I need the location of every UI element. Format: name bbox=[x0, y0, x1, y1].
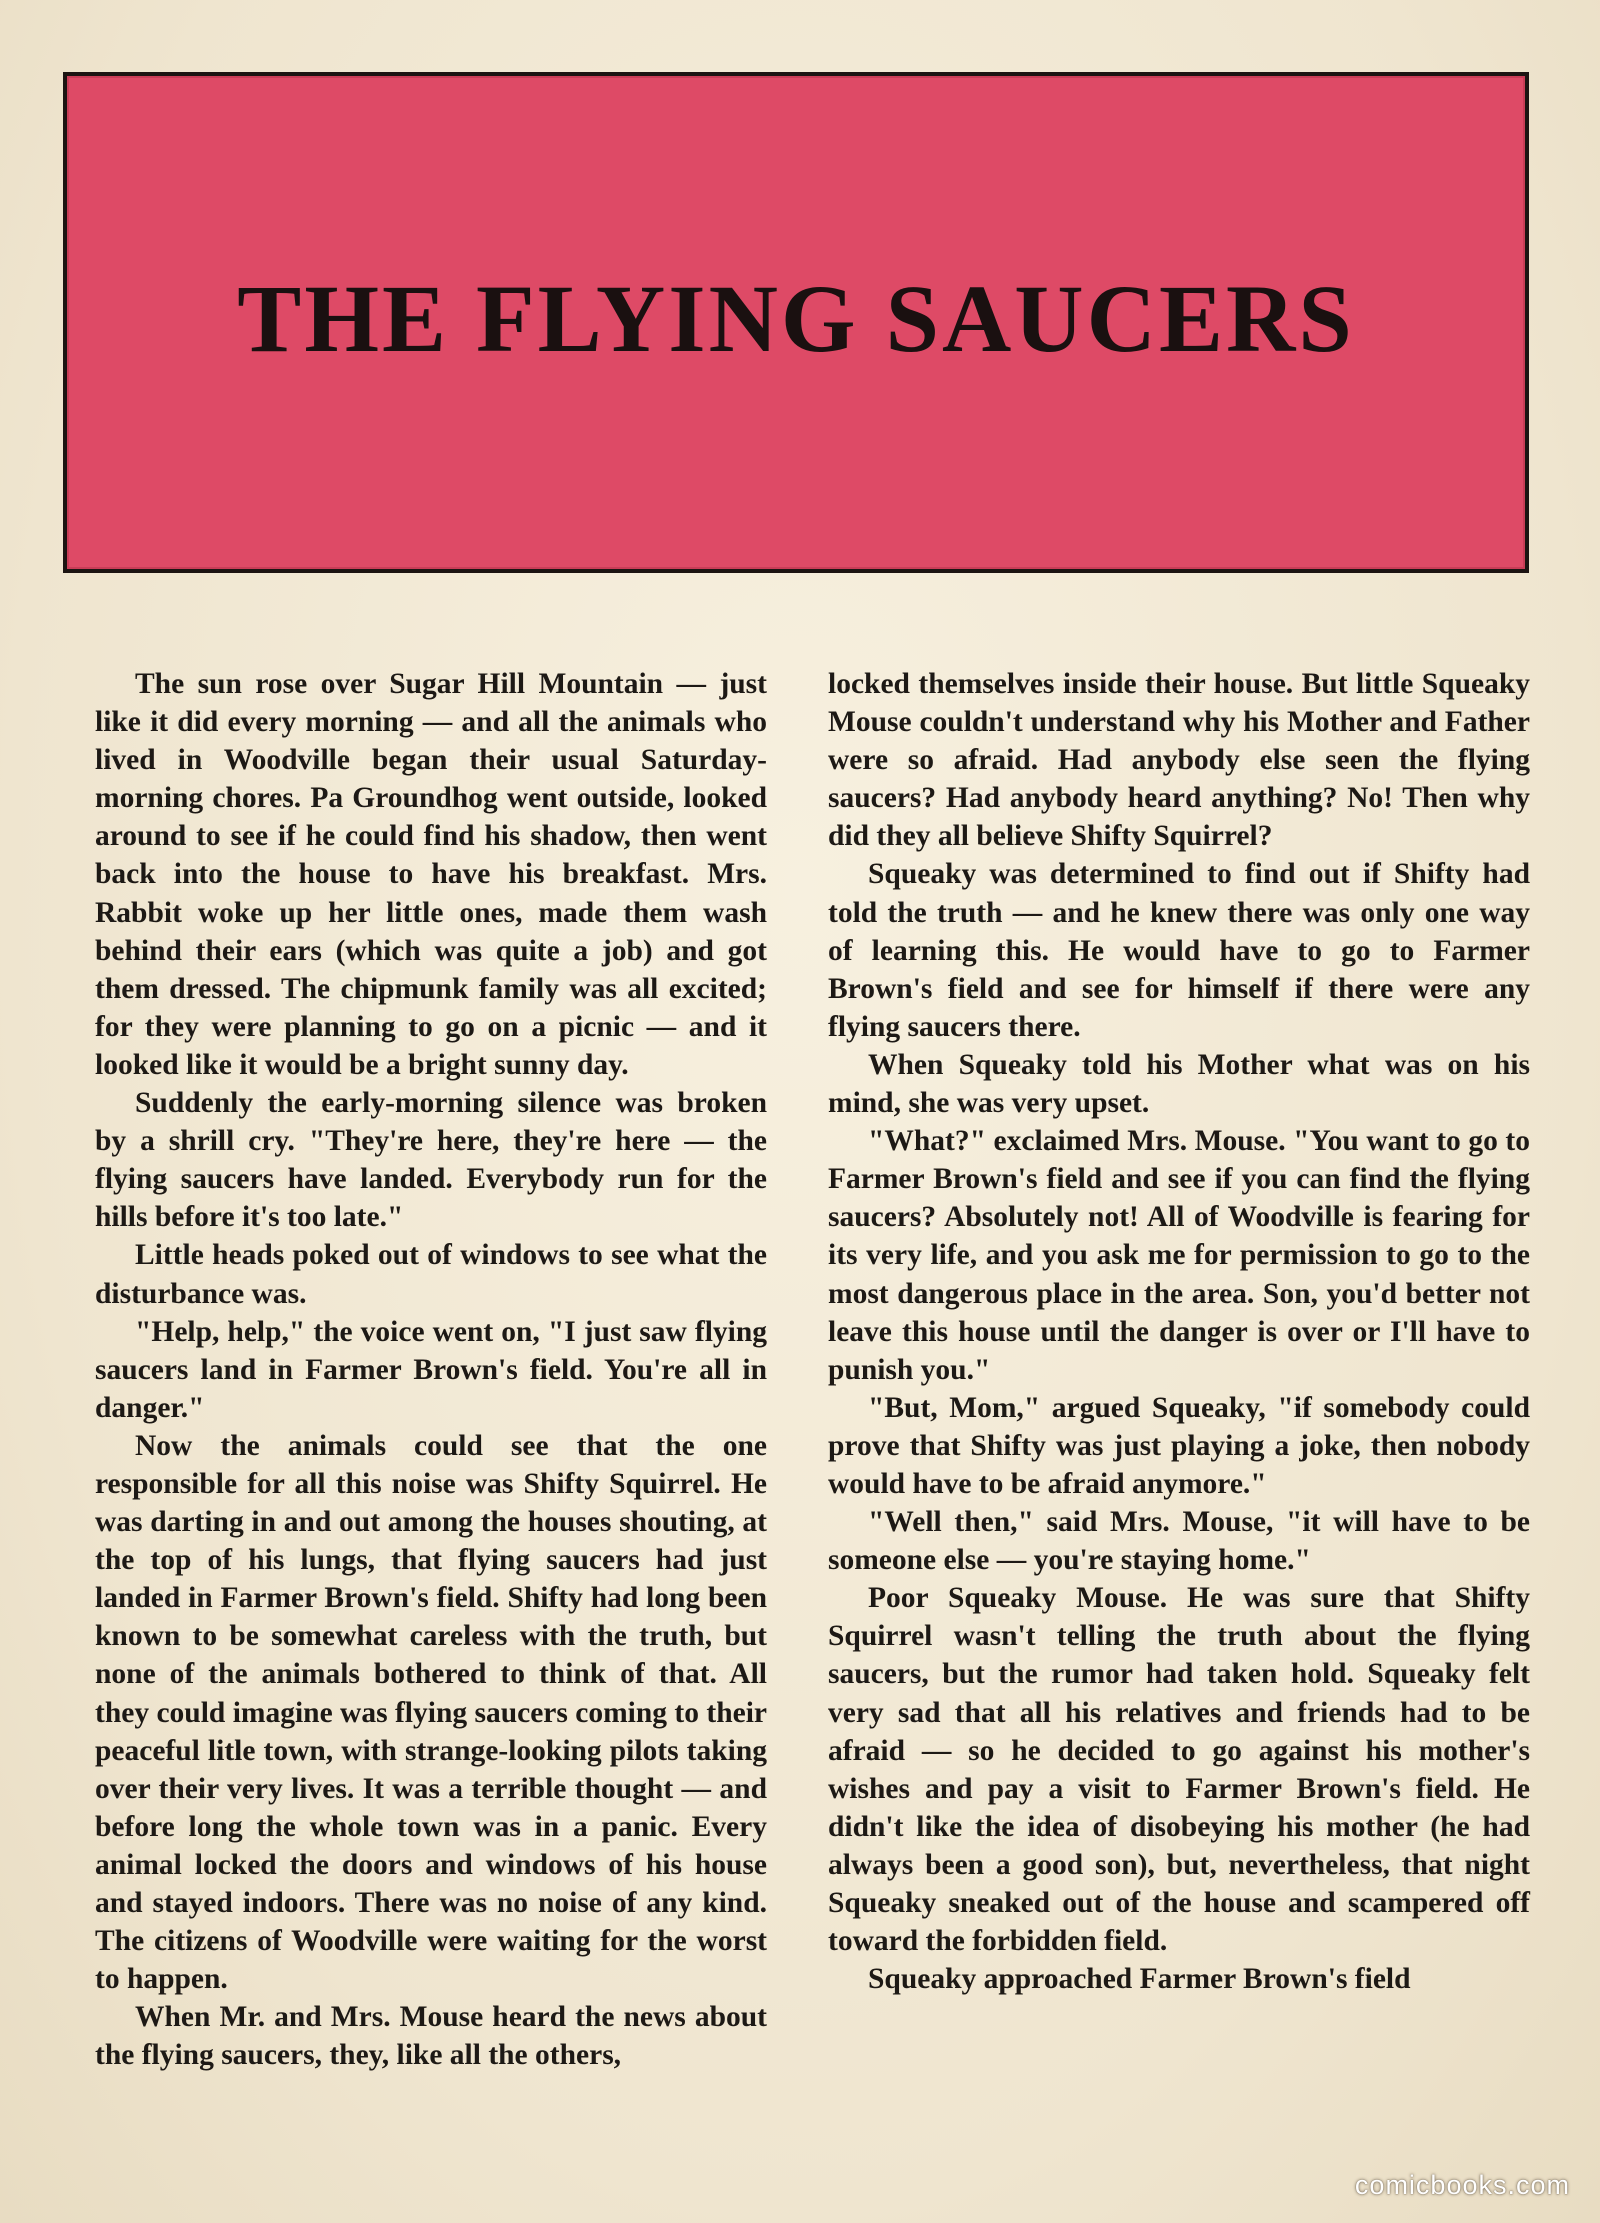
watermark: comicbooks.com bbox=[1354, 2170, 1570, 2200]
paragraph: "What?" exclaimed Mrs. Mouse. "You want to go to Farmer Brown's field and see if you can find the flying saucers? Absolutely not! All of Woodville is fearing for its very life, and you ask me for permission to go to the most dangerous place in the area. Son, you'd better not leave this house until the danger is over or I'll have to punish you." bbox=[828, 1125, 1530, 1386]
right-text-column bbox=[828, 665, 1530, 1998]
paragraph: The sun rose over Sugar Hill Mountain — just like it did every morning — and all the animals who lived in Woodville began their usual Saturday-morning chores. Pa Groundhog went outside, looked around to see if he could find his shadow, then went back into the house to have his breakfast. Mrs. Rabbit woke up her little ones, made them wash behind their ears (which was quite a job) and got them dressed. The chipmunk family was all excited; for they were planning to go on a picnic — and it looked like it would be a bright sunny day. bbox=[95, 668, 767, 1081]
paragraph: Squeaky approached Farmer Brown's field bbox=[868, 1963, 1411, 1996]
paragraph: When Mr. and Mrs. Mouse heard the news about the flying saucers, they, like all the others, bbox=[95, 2001, 767, 2072]
paragraph: Squeaky was determined to find out if Shifty had told the truth — and he knew there was only one way of learning this. He would have to go to Farmer Brown's field and see for himself if there were any flying saucers there. bbox=[828, 858, 1530, 1043]
paragraph: Suddenly the early-morning silence was broken by a shrill cry. "They're here, they're here — the flying saucers have landed. Everybody run for the hills before it's too late." bbox=[95, 1087, 767, 1234]
paragraph: When Squeaky told his Mother what was on his mind, she was very upset. bbox=[828, 1048, 1530, 1120]
paragraph: "Well then," said Mrs. Mouse, "it will have to be someone else — you're staying home." bbox=[828, 1506, 1530, 1577]
paragraph-continued: locked themselves inside their house. But little Squeaky Mouse couldn't understand why his Mother and Father were so afraid. Had anybody else seen the flying saucers? Had anybody heard anything? No! Then why did they all believe Shifty Squirrel? bbox=[828, 668, 1530, 853]
paragraph: "But, Mom," argued Squeaky, "if somebody could prove that Shifty was just playing a joke, then nobody would have to be afraid anymore." bbox=[828, 1391, 1530, 1500]
paragraph: Little heads poked out of windows to see what the disturbance was. bbox=[95, 1239, 767, 1310]
story-title: THE FLYING SAUCERS bbox=[237, 265, 1355, 372]
paragraph: Now the animals could see that the one responsible for all this noise was Shifty Squirrel. He was darting in and out among the houses shouting, at the top of his lungs, that flying saucers had just landed in Farmer Brown's field. Shifty had long been known to be somewhat careless with the truth, but none of the animals bothered to think of that. All they could imagine was flying saucers coming to their peaceful litle town, with strange-looking pilots taking over their very lives. It was a terrible thought — and before long the whole town was in a panic. Every animal locked the doors and windows of his house and stayed indoors. There was no noise of any kind. The citizens of Woodville were waiting for the worst to happen. bbox=[95, 1429, 767, 1996]
paragraph: "Help, help," the voice went on, "I just saw flying saucers land in Farmer Brown's field. You're all in danger." bbox=[95, 1315, 767, 1424]
title-banner bbox=[63, 72, 1529, 573]
paragraph: Poor Squeaky Mouse. He was sure that Shifty Squirrel wasn't telling the truth about the flying saucers, but the rumor had taken hold. Squeaky felt very sad that all his relatives and friends had to be afraid — so he decided to go against his mother's wishes and pay a visit to Farmer Brown's field. He didn't like the idea of disobeying his mother (he had always been a good son), but, nevertheless, that night Squeaky sneaked out of the house and scampered off toward the forbidden field. bbox=[828, 1582, 1530, 1958]
left-text-column bbox=[95, 665, 767, 2074]
